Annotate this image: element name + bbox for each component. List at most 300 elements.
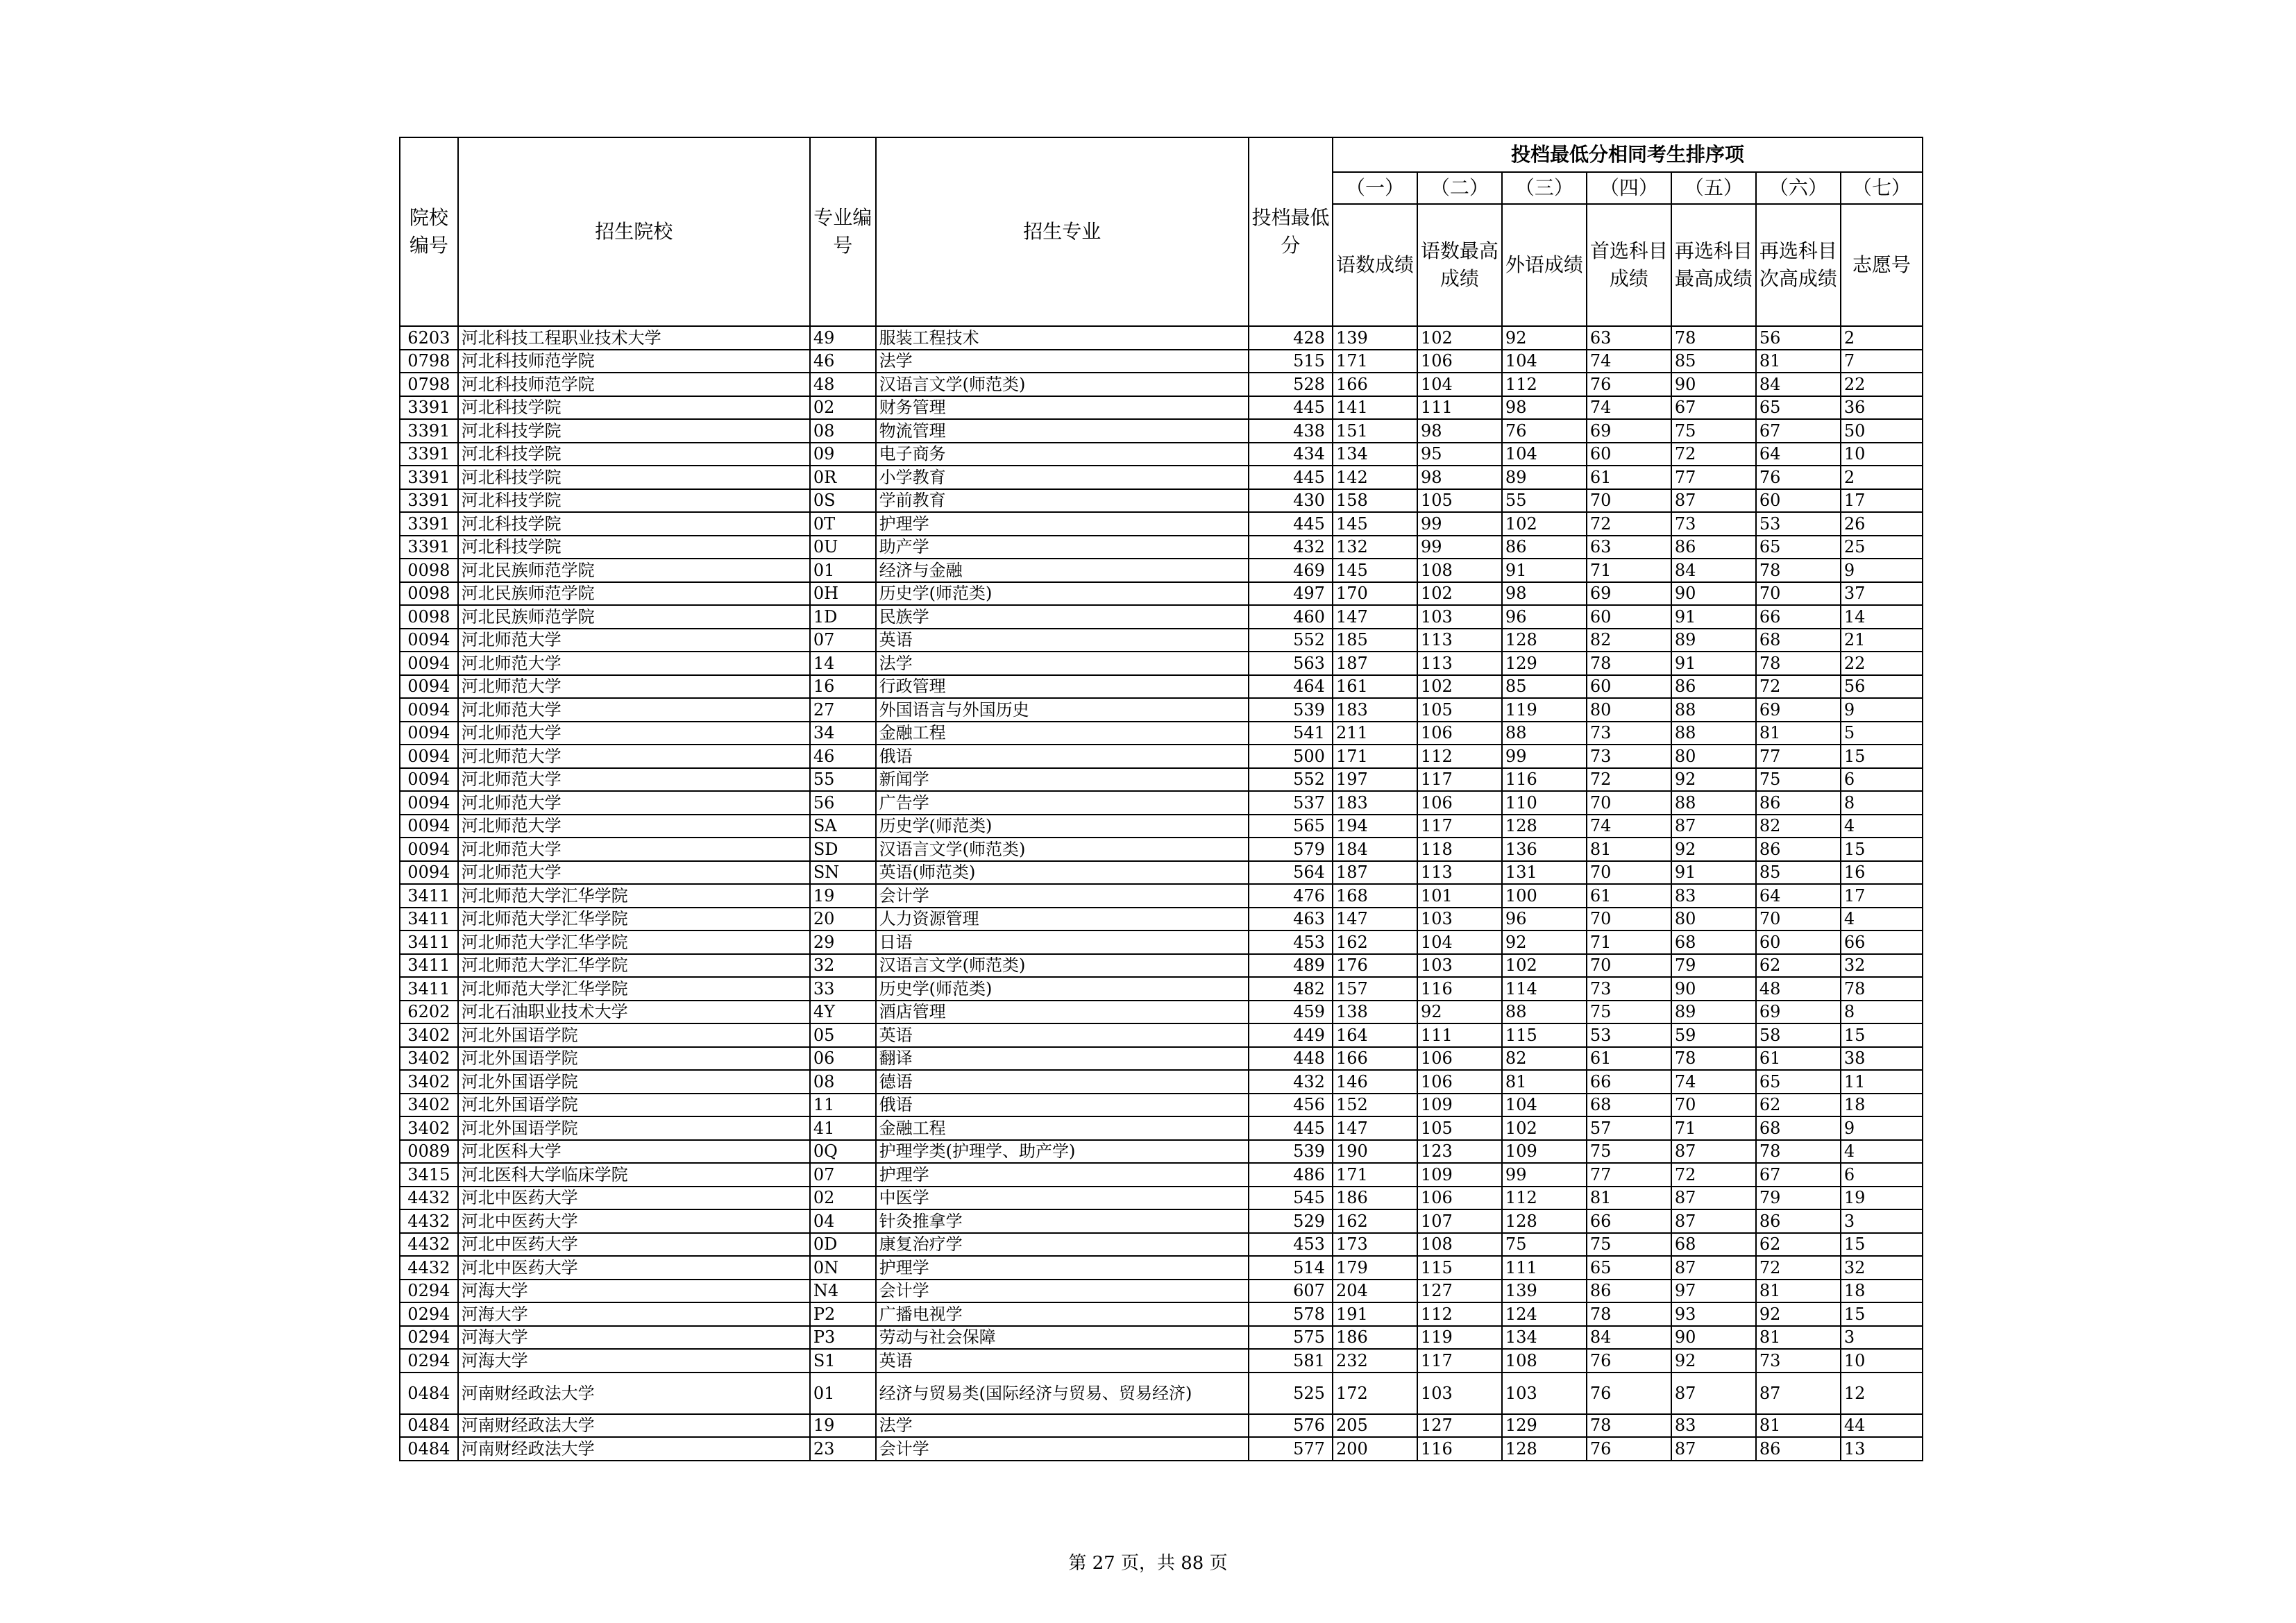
- school-name-cell: 河海大学: [458, 1302, 810, 1326]
- rank-4-cell: 66: [1587, 1209, 1671, 1233]
- rank-5-cell: 75: [1671, 419, 1756, 443]
- school-code-cell: 6203: [400, 326, 458, 350]
- rank-6-cell: 79: [1756, 1187, 1841, 1210]
- major-name-cell: 新闻学: [876, 768, 1249, 792]
- rank-3-cell: 99: [1502, 745, 1587, 768]
- rank-5-cell: 92: [1671, 838, 1756, 861]
- major-name-cell: 法学: [876, 652, 1249, 675]
- min-score-cell: 476: [1249, 884, 1333, 908]
- major-name-cell: 法学: [876, 1414, 1249, 1438]
- rank-7-cell: 4: [1841, 815, 1923, 838]
- rank-7-cell: 11: [1841, 1070, 1923, 1094]
- rank-7-cell: 15: [1841, 838, 1923, 861]
- header-sub-label: 语数最高成绩: [1417, 204, 1502, 326]
- rank-7-cell: 4: [1841, 1140, 1923, 1164]
- major-code-cell: 20: [810, 908, 876, 931]
- major-name-cell: 会计学: [876, 884, 1249, 908]
- rank-5-cell: 72: [1671, 443, 1756, 466]
- school-name-cell: 河北师范大学汇华学院: [458, 977, 810, 1001]
- min-score-cell: 552: [1249, 629, 1333, 652]
- rank-7-cell: 37: [1841, 582, 1923, 606]
- rank-2-cell: 108: [1417, 1233, 1502, 1257]
- admission-table: [399, 137, 1923, 1461]
- table-row: [400, 1280, 1923, 1303]
- major-name-cell: 金融工程: [876, 1116, 1249, 1140]
- major-name-cell: 财务管理: [876, 396, 1249, 420]
- table-row: [400, 396, 1923, 420]
- rank-1-cell: 141: [1333, 396, 1417, 420]
- school-name-cell: 河北中医药大学: [458, 1209, 810, 1233]
- major-name-cell: 助产学: [876, 536, 1249, 559]
- rank-2-cell: 102: [1417, 582, 1502, 606]
- rank-4-cell: 63: [1587, 536, 1671, 559]
- rank-4-cell: 78: [1587, 1414, 1671, 1438]
- rank-2-cell: 119: [1417, 1326, 1502, 1350]
- min-score-cell: 453: [1249, 931, 1333, 954]
- rank-5-cell: 83: [1671, 1414, 1756, 1438]
- rank-5-cell: 88: [1671, 722, 1756, 745]
- school-code-cell: 3402: [400, 1047, 458, 1071]
- rank-6-cell: 53: [1756, 512, 1841, 536]
- min-score-cell: 449: [1249, 1023, 1333, 1047]
- school-code-cell: 3402: [400, 1023, 458, 1047]
- min-score-cell: 500: [1249, 745, 1333, 768]
- school-code-cell: 4432: [400, 1187, 458, 1210]
- rank-7-cell: 15: [1841, 1233, 1923, 1257]
- major-code-cell: 14: [810, 652, 876, 675]
- rank-7-cell: 4: [1841, 908, 1923, 931]
- table-row: [400, 489, 1923, 513]
- rank-7-cell: 19: [1841, 1187, 1923, 1210]
- major-name-cell: 行政管理: [876, 675, 1249, 699]
- table-row: [400, 791, 1923, 815]
- rank-1-cell: 132: [1333, 536, 1417, 559]
- rank-1-cell: 200: [1333, 1437, 1417, 1461]
- school-code-cell: 3391: [400, 443, 458, 466]
- rank-4-cell: 70: [1587, 954, 1671, 978]
- rank-3-cell: 99: [1502, 1163, 1587, 1187]
- rank-3-cell: 104: [1502, 1094, 1587, 1117]
- school-code-cell: 0094: [400, 652, 458, 675]
- rank-3-cell: 128: [1502, 815, 1587, 838]
- major-code-cell: 06: [810, 1047, 876, 1071]
- major-name-cell: 汉语言文学(师范类): [876, 954, 1249, 978]
- rank-7-cell: 2: [1841, 326, 1923, 350]
- rank-6-cell: 81: [1756, 350, 1841, 373]
- table-row: [400, 908, 1923, 931]
- rank-6-cell: 65: [1756, 396, 1841, 420]
- min-score-cell: 515: [1249, 350, 1333, 373]
- rank-4-cell: 61: [1587, 466, 1671, 489]
- rank-6-cell: 92: [1756, 1302, 1841, 1326]
- school-name-cell: 河北外国语学院: [458, 1094, 810, 1117]
- major-name-cell: 英语: [876, 1023, 1249, 1047]
- rank-4-cell: 76: [1587, 373, 1671, 396]
- rank-2-cell: 113: [1417, 629, 1502, 652]
- rank-2-cell: 105: [1417, 489, 1502, 513]
- major-name-cell: 法学: [876, 350, 1249, 373]
- rank-7-cell: 3: [1841, 1209, 1923, 1233]
- school-code-cell: 0094: [400, 815, 458, 838]
- school-code-cell: 0294: [400, 1349, 458, 1373]
- major-code-cell: 46: [810, 745, 876, 768]
- rank-7-cell: 10: [1841, 443, 1923, 466]
- school-code-cell: 0094: [400, 861, 458, 885]
- rank-3-cell: 100: [1502, 884, 1587, 908]
- rank-6-cell: 78: [1756, 559, 1841, 582]
- rank-5-cell: 89: [1671, 629, 1756, 652]
- school-name-cell: 河北师范大学: [458, 629, 810, 652]
- school-code-cell: 3411: [400, 908, 458, 931]
- table-row: [400, 1001, 1923, 1024]
- rank-4-cell: 74: [1587, 350, 1671, 373]
- header-sub-label: 首选科目成绩: [1587, 204, 1671, 326]
- rank-3-cell: 114: [1502, 977, 1587, 1001]
- rank-6-cell: 87: [1756, 1373, 1841, 1414]
- table-row: [400, 1070, 1923, 1094]
- rank-2-cell: 109: [1417, 1094, 1502, 1117]
- rank-2-cell: 106: [1417, 350, 1502, 373]
- school-name-cell: 河北中医药大学: [458, 1233, 810, 1257]
- table-row: [400, 1116, 1923, 1140]
- rank-1-cell: 147: [1333, 605, 1417, 629]
- rank-7-cell: 2: [1841, 466, 1923, 489]
- major-name-cell: 广告学: [876, 791, 1249, 815]
- min-score-cell: 607: [1249, 1280, 1333, 1303]
- rank-6-cell: 61: [1756, 1047, 1841, 1071]
- rank-5-cell: 87: [1671, 1256, 1756, 1280]
- rank-1-cell: 152: [1333, 1094, 1417, 1117]
- major-code-cell: 05: [810, 1023, 876, 1047]
- major-code-cell: 1D: [810, 605, 876, 629]
- school-code-cell: 4432: [400, 1256, 458, 1280]
- rank-2-cell: 118: [1417, 838, 1502, 861]
- rank-7-cell: 56: [1841, 675, 1923, 699]
- rank-3-cell: 89: [1502, 466, 1587, 489]
- major-code-cell: 0T: [810, 512, 876, 536]
- header-sub-label: 外语成绩: [1502, 204, 1587, 326]
- school-code-cell: 0484: [400, 1373, 458, 1414]
- header-code: 院校编号: [400, 137, 458, 326]
- school-name-cell: 河北科技学院: [458, 489, 810, 513]
- rank-3-cell: 124: [1502, 1302, 1587, 1326]
- rank-2-cell: 111: [1417, 396, 1502, 420]
- rank-6-cell: 85: [1756, 861, 1841, 885]
- rank-3-cell: 88: [1502, 722, 1587, 745]
- major-name-cell: 翻译: [876, 1047, 1249, 1071]
- rank-3-cell: 88: [1502, 1001, 1587, 1024]
- rank-5-cell: 92: [1671, 768, 1756, 792]
- rank-4-cell: 76: [1587, 1437, 1671, 1461]
- rank-5-cell: 87: [1671, 1140, 1756, 1164]
- rank-5-cell: 87: [1671, 1437, 1756, 1461]
- major-code-cell: 27: [810, 698, 876, 722]
- major-code-cell: 02: [810, 1187, 876, 1210]
- rank-2-cell: 106: [1417, 791, 1502, 815]
- major-code-cell: 07: [810, 1163, 876, 1187]
- table-row: [400, 1414, 1923, 1438]
- rank-7-cell: 13: [1841, 1437, 1923, 1461]
- rank-5-cell: 87: [1671, 815, 1756, 838]
- min-score-cell: 564: [1249, 861, 1333, 885]
- rank-2-cell: 102: [1417, 326, 1502, 350]
- rank-5-cell: 88: [1671, 698, 1756, 722]
- rank-7-cell: 36: [1841, 396, 1923, 420]
- rank-3-cell: 102: [1502, 954, 1587, 978]
- rank-7-cell: 18: [1841, 1094, 1923, 1117]
- header-major: 招生专业: [876, 137, 1249, 326]
- table-row: [400, 1256, 1923, 1280]
- major-name-cell: 英语(师范类): [876, 861, 1249, 885]
- rank-3-cell: 116: [1502, 768, 1587, 792]
- school-code-cell: 4432: [400, 1209, 458, 1233]
- rank-4-cell: 75: [1587, 1233, 1671, 1257]
- rank-5-cell: 78: [1671, 1047, 1756, 1071]
- school-name-cell: 河北科技师范学院: [458, 350, 810, 373]
- table-row: [400, 884, 1923, 908]
- rank-1-cell: 183: [1333, 791, 1417, 815]
- rank-2-cell: 117: [1417, 1349, 1502, 1373]
- major-name-cell: 历史学(师范类): [876, 977, 1249, 1001]
- school-name-cell: 河北师范大学汇华学院: [458, 884, 810, 908]
- rank-3-cell: 115: [1502, 1023, 1587, 1047]
- rank-6-cell: 58: [1756, 1023, 1841, 1047]
- rank-4-cell: 77: [1587, 1163, 1671, 1187]
- rank-6-cell: 64: [1756, 443, 1841, 466]
- rank-2-cell: 117: [1417, 815, 1502, 838]
- rank-1-cell: 186: [1333, 1326, 1417, 1350]
- min-score-cell: 460: [1249, 605, 1333, 629]
- rank-7-cell: 38: [1841, 1047, 1923, 1071]
- rank-2-cell: 105: [1417, 1116, 1502, 1140]
- rank-4-cell: 70: [1587, 489, 1671, 513]
- rank-3-cell: 136: [1502, 838, 1587, 861]
- header-sub-num: （六）: [1756, 172, 1841, 204]
- rank-1-cell: 170: [1333, 582, 1417, 606]
- rank-7-cell: 25: [1841, 536, 1923, 559]
- table-row: [400, 652, 1923, 675]
- rank-6-cell: 81: [1756, 1280, 1841, 1303]
- major-code-cell: 0D: [810, 1233, 876, 1257]
- rank-2-cell: 106: [1417, 1070, 1502, 1094]
- rank-5-cell: 59: [1671, 1023, 1756, 1047]
- major-name-cell: 护理学: [876, 1256, 1249, 1280]
- min-score-cell: 578: [1249, 1302, 1333, 1326]
- school-code-cell: 3411: [400, 954, 458, 978]
- rank-2-cell: 116: [1417, 1437, 1502, 1461]
- rank-7-cell: 26: [1841, 512, 1923, 536]
- rank-4-cell: 78: [1587, 1302, 1671, 1326]
- rank-1-cell: 158: [1333, 489, 1417, 513]
- rank-1-cell: 205: [1333, 1414, 1417, 1438]
- major-name-cell: 会计学: [876, 1280, 1249, 1303]
- major-code-cell: 32: [810, 954, 876, 978]
- rank-2-cell: 103: [1417, 908, 1502, 931]
- school-name-cell: 河北师范大学汇华学院: [458, 908, 810, 931]
- rank-6-cell: 56: [1756, 326, 1841, 350]
- rank-6-cell: 69: [1756, 1001, 1841, 1024]
- rank-5-cell: 91: [1671, 652, 1756, 675]
- major-name-cell: 民族学: [876, 605, 1249, 629]
- major-code-cell: 08: [810, 1070, 876, 1094]
- table-row: [400, 1233, 1923, 1257]
- rank-1-cell: 211: [1333, 722, 1417, 745]
- rank-7-cell: 50: [1841, 419, 1923, 443]
- major-code-cell: 16: [810, 675, 876, 699]
- rank-2-cell: 113: [1417, 861, 1502, 885]
- major-code-cell: P3: [810, 1326, 876, 1350]
- rank-7-cell: 7: [1841, 350, 1923, 373]
- major-code-cell: 0U: [810, 536, 876, 559]
- table-row: [400, 582, 1923, 606]
- rank-1-cell: 183: [1333, 698, 1417, 722]
- min-score-cell: 514: [1249, 1256, 1333, 1280]
- rank-7-cell: 10: [1841, 1349, 1923, 1373]
- school-code-cell: 3391: [400, 536, 458, 559]
- rank-3-cell: 104: [1502, 350, 1587, 373]
- rank-3-cell: 96: [1502, 605, 1587, 629]
- rank-4-cell: 71: [1587, 931, 1671, 954]
- major-name-cell: 汉语言文学(师范类): [876, 838, 1249, 861]
- rank-1-cell: 191: [1333, 1302, 1417, 1326]
- rank-5-cell: 90: [1671, 1326, 1756, 1350]
- min-score-cell: 563: [1249, 652, 1333, 675]
- major-code-cell: P2: [810, 1302, 876, 1326]
- rank-3-cell: 82: [1502, 1047, 1587, 1071]
- rank-4-cell: 69: [1587, 582, 1671, 606]
- min-score-cell: 486: [1249, 1163, 1333, 1187]
- table-row: [400, 629, 1923, 652]
- school-code-cell: 0294: [400, 1280, 458, 1303]
- min-score-cell: 469: [1249, 559, 1333, 582]
- min-score-cell: 445: [1249, 466, 1333, 489]
- major-code-cell: 33: [810, 977, 876, 1001]
- table-row: [400, 419, 1923, 443]
- table-row: [400, 373, 1923, 396]
- rank-3-cell: 112: [1502, 1187, 1587, 1210]
- rank-3-cell: 134: [1502, 1326, 1587, 1350]
- header-sub-label: 志愿号: [1841, 204, 1923, 326]
- major-name-cell: 汉语言文学(师范类): [876, 373, 1249, 396]
- rank-5-cell: 72: [1671, 1163, 1756, 1187]
- rank-7-cell: 15: [1841, 745, 1923, 768]
- school-name-cell: 河北师范大学: [458, 768, 810, 792]
- rank-3-cell: 86: [1502, 536, 1587, 559]
- rank-3-cell: 104: [1502, 443, 1587, 466]
- min-score-cell: 489: [1249, 954, 1333, 978]
- major-name-cell: 护理学: [876, 1163, 1249, 1187]
- rank-4-cell: 75: [1587, 1001, 1671, 1024]
- rank-2-cell: 127: [1417, 1280, 1502, 1303]
- table-row: [400, 466, 1923, 489]
- min-score-cell: 552: [1249, 768, 1333, 792]
- school-name-cell: 河北师范大学汇华学院: [458, 931, 810, 954]
- school-code-cell: 6202: [400, 1001, 458, 1024]
- major-code-cell: 11: [810, 1094, 876, 1117]
- major-code-cell: 4Y: [810, 1001, 876, 1024]
- table-row: [400, 605, 1923, 629]
- rank-3-cell: 103: [1502, 1373, 1587, 1414]
- min-score-cell: 453: [1249, 1233, 1333, 1257]
- rank-6-cell: 81: [1756, 722, 1841, 745]
- rank-3-cell: 139: [1502, 1280, 1587, 1303]
- rank-6-cell: 84: [1756, 373, 1841, 396]
- rank-4-cell: 73: [1587, 722, 1671, 745]
- table-row: [400, 443, 1923, 466]
- rank-3-cell: 111: [1502, 1256, 1587, 1280]
- rank-5-cell: 79: [1671, 954, 1756, 978]
- school-name-cell: 河海大学: [458, 1280, 810, 1303]
- rank-4-cell: 53: [1587, 1023, 1671, 1047]
- table-row: [400, 1163, 1923, 1187]
- school-name-cell: 河北外国语学院: [458, 1047, 810, 1071]
- header-school: 招生院校: [458, 137, 810, 326]
- school-code-cell: 3411: [400, 977, 458, 1001]
- table-row: [400, 1349, 1923, 1373]
- school-name-cell: 河北民族师范学院: [458, 582, 810, 606]
- header-sub-label: 语数成绩: [1333, 204, 1417, 326]
- rank-4-cell: 57: [1587, 1116, 1671, 1140]
- rank-7-cell: 32: [1841, 1256, 1923, 1280]
- school-name-cell: 河北师范大学: [458, 698, 810, 722]
- rank-1-cell: 171: [1333, 745, 1417, 768]
- rank-6-cell: 86: [1756, 1437, 1841, 1461]
- rank-6-cell: 65: [1756, 1070, 1841, 1094]
- major-name-cell: 金融工程: [876, 722, 1249, 745]
- rank-2-cell: 111: [1417, 1023, 1502, 1047]
- school-code-cell: 0798: [400, 373, 458, 396]
- table-row: [400, 815, 1923, 838]
- major-name-cell: 人力资源管理: [876, 908, 1249, 931]
- school-code-cell: 0484: [400, 1437, 458, 1461]
- rank-5-cell: 89: [1671, 1001, 1756, 1024]
- min-score-cell: 529: [1249, 1209, 1333, 1233]
- rank-5-cell: 74: [1671, 1070, 1756, 1094]
- rank-5-cell: 85: [1671, 350, 1756, 373]
- major-code-cell: N4: [810, 1280, 876, 1303]
- rank-4-cell: 81: [1587, 838, 1671, 861]
- school-name-cell: 河北中医药大学: [458, 1256, 810, 1280]
- rank-3-cell: 85: [1502, 675, 1587, 699]
- rank-7-cell: 16: [1841, 861, 1923, 885]
- rank-6-cell: 78: [1756, 652, 1841, 675]
- rank-2-cell: 106: [1417, 1187, 1502, 1210]
- school-code-cell: 0094: [400, 629, 458, 652]
- rank-1-cell: 164: [1333, 1023, 1417, 1047]
- school-code-cell: 3391: [400, 396, 458, 420]
- major-code-cell: 48: [810, 373, 876, 396]
- major-code-cell: 09: [810, 443, 876, 466]
- min-score-cell: 445: [1249, 396, 1333, 420]
- rank-3-cell: 128: [1502, 1209, 1587, 1233]
- rank-5-cell: 90: [1671, 582, 1756, 606]
- rank-3-cell: 76: [1502, 419, 1587, 443]
- rank-4-cell: 63: [1587, 326, 1671, 350]
- min-score-cell: 541: [1249, 722, 1333, 745]
- rank-7-cell: 6: [1841, 768, 1923, 792]
- table-row: [400, 559, 1923, 582]
- table-row: [400, 1047, 1923, 1071]
- school-code-cell: 0098: [400, 582, 458, 606]
- school-name-cell: 河北外国语学院: [458, 1116, 810, 1140]
- rank-4-cell: 70: [1587, 791, 1671, 815]
- rank-5-cell: 90: [1671, 977, 1756, 1001]
- major-name-cell: 历史学(师范类): [876, 582, 1249, 606]
- major-code-cell: 41: [810, 1116, 876, 1140]
- table-row: [400, 1094, 1923, 1117]
- min-score-cell: 565: [1249, 815, 1333, 838]
- rank-4-cell: 80: [1587, 698, 1671, 722]
